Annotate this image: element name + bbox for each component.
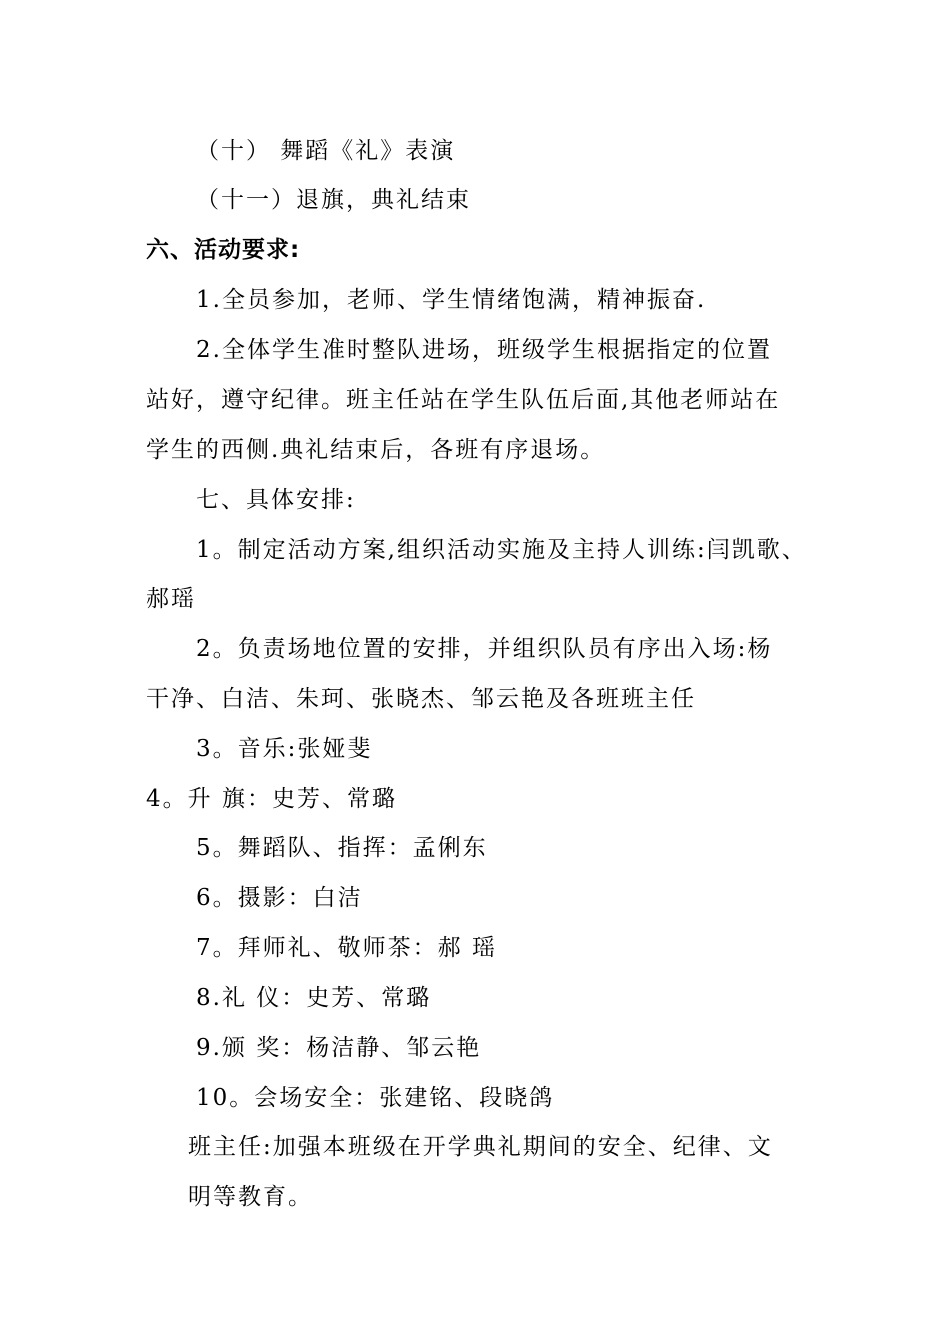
class-teacher-note-line-2: 明等教育。 [188,1184,313,1210]
arrangement-6: 6。摄影：白洁 [196,885,363,911]
section-heading-arrangement: 七、具体安排: [196,487,356,513]
arrangement-7: 7。拜师礼、敬师茶：郝 瑶 [196,935,497,961]
requirement-2-line-2: 站好，遵守纪律。班主任站在学生队伍后面,其他老师站在 [146,387,781,413]
arrangement-8: 8.礼 仪：史芳、常璐 [196,985,432,1011]
arrangement-1-line-1: 1。制定活动方案,组织活动实施及主持人训练:闫凯歌、 [196,537,807,563]
arrangement-1-line-2: 郝瑶 [146,586,196,612]
arrangement-3: 3。音乐:张娅斐 [196,736,373,762]
arrangement-2-line-2: 干净、白洁、朱珂、张晓杰、邹云艳及各班班主任 [146,686,696,712]
section-heading-requirements: 六、活动要求: [146,237,301,263]
class-teacher-note-line-1: 班主任:加强本班级在开学典礼期间的安全、纪律、文 [188,1134,773,1160]
arrangement-4: 4。升 旗：史芳、常璐 [146,786,397,812]
arrangement-2-line-1: 2。负责场地位置的安排，并组织队员有序出入场:杨 [196,636,773,662]
requirement-1: 1.全员参加，老师、学生情绪饱满，精神振奋. [196,287,707,313]
requirement-2-line-1: 2.全体学生准时整队进场，班级学生根据指定的位置 [196,337,772,363]
requirement-2-line-3: 学生的西侧.典礼结束后，各班有序退场。 [146,437,606,463]
arrangement-5: 5。舞蹈队、指挥：孟俐东 [196,835,488,861]
arrangement-9: 9.颁 奖：杨洁静、邹云艳 [196,1035,482,1061]
arrangement-10: 10。会场安全：张建铭、段晓鸽 [196,1085,555,1111]
item-eleven: （十一）退旗，典礼结束 [196,187,471,213]
item-ten: （十） 舞蹈《礼》表演 [196,138,456,164]
